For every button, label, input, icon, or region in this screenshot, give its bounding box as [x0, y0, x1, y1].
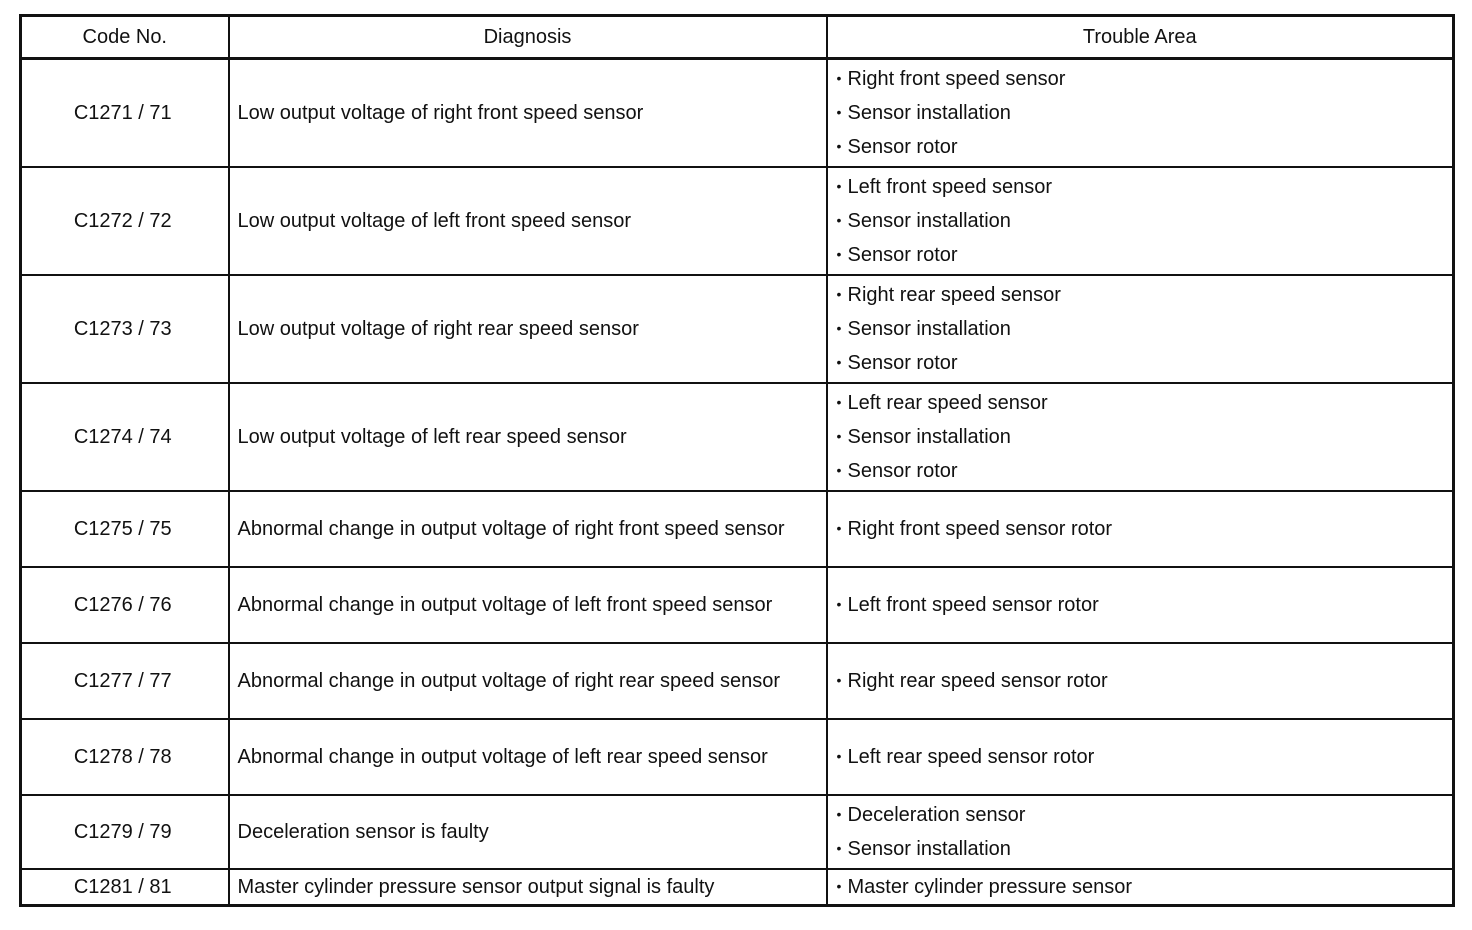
- diagnosis-cell: Low output voltage of right rear speed sensor: [229, 275, 827, 383]
- trouble-area-item: • Right front speed sensor: [837, 62, 1453, 96]
- diagnosis-cell: Master cylinder pressure sensor output signal is faulty: [229, 869, 827, 906]
- trouble-area-item: • Left rear speed sensor rotor: [837, 740, 1453, 774]
- code-cell: C1272 / 72: [21, 167, 229, 275]
- trouble-area-list: [837, 798, 1453, 866]
- trouble-area-cell: [827, 383, 1454, 491]
- diagnosis-cell: Low output voltage of left front speed sensor: [229, 167, 827, 275]
- trouble-area-item: • Deceleration sensor: [837, 798, 1453, 832]
- trouble-area-item: • Sensor installation: [837, 96, 1453, 130]
- trouble-area-item: • Right rear speed sensor rotor: [837, 664, 1453, 698]
- header-trouble-area: Trouble Area: [827, 16, 1454, 59]
- table-row: [21, 59, 1454, 168]
- code-cell: C1274 / 74: [21, 383, 229, 491]
- trouble-area-item: • Sensor installation: [837, 420, 1453, 454]
- trouble-area-cell: [827, 167, 1454, 275]
- trouble-area-list: [837, 62, 1453, 164]
- table-row: [21, 491, 1454, 567]
- trouble-area-list: [837, 588, 1453, 622]
- trouble-area-item: • Left front speed sensor rotor: [837, 588, 1453, 622]
- trouble-area-item: • Left front speed sensor: [837, 170, 1453, 204]
- trouble-area-list: [837, 170, 1453, 272]
- code-cell: C1277 / 77: [21, 643, 229, 719]
- table-row: [21, 383, 1454, 491]
- table-body: [21, 59, 1454, 906]
- table-row: [21, 719, 1454, 795]
- table-row: [21, 869, 1454, 906]
- header-row: [21, 16, 1454, 59]
- trouble-area-cell: [827, 869, 1454, 906]
- table-row: [21, 643, 1454, 719]
- trouble-area-list: [837, 512, 1453, 546]
- trouble-area-item: • Sensor installation: [837, 832, 1453, 866]
- trouble-area-item: • Right rear speed sensor: [837, 278, 1453, 312]
- trouble-area-item: • Left rear speed sensor: [837, 386, 1453, 420]
- trouble-area-cell: [827, 275, 1454, 383]
- trouble-area-cell: [827, 795, 1454, 869]
- diagnosis-cell: Abnormal change in output voltage of left front speed sensor: [229, 567, 827, 643]
- trouble-area-list: [837, 740, 1453, 774]
- diagnosis-cell: Abnormal change in output voltage of right rear speed sensor: [229, 643, 827, 719]
- diagnosis-cell: Deceleration sensor is faulty: [229, 795, 827, 869]
- code-cell: C1275 / 75: [21, 491, 229, 567]
- code-cell: C1271 / 71: [21, 59, 229, 168]
- header-diagnosis: Diagnosis: [229, 16, 827, 59]
- header-code-no: Code No.: [21, 16, 229, 59]
- code-cell: C1281 / 81: [21, 869, 229, 906]
- code-cell: C1278 / 78: [21, 719, 229, 795]
- trouble-area-cell: [827, 59, 1454, 168]
- trouble-area-list: [837, 278, 1453, 380]
- trouble-area-cell: [827, 643, 1454, 719]
- trouble-area-list: [837, 386, 1453, 488]
- table-row: [21, 275, 1454, 383]
- code-cell: C1279 / 79: [21, 795, 229, 869]
- diagnosis-cell: Low output voltage of left rear speed sensor: [229, 383, 827, 491]
- trouble-area-item: • Sensor rotor: [837, 238, 1453, 272]
- trouble-area-cell: [827, 719, 1454, 795]
- table-header: [21, 16, 1454, 59]
- trouble-area-item: • Sensor rotor: [837, 454, 1453, 488]
- table-row: [21, 167, 1454, 275]
- trouble-area-item: • Sensor installation: [837, 312, 1453, 346]
- trouble-area-item: • Sensor installation: [837, 204, 1453, 238]
- trouble-area-item: • Sensor rotor: [837, 130, 1453, 164]
- table-row: [21, 795, 1454, 869]
- code-cell: C1273 / 73: [21, 275, 229, 383]
- trouble-area-cell: [827, 491, 1454, 567]
- trouble-area-item: • Master cylinder pressure sensor: [837, 870, 1453, 904]
- trouble-area-list: [837, 870, 1453, 904]
- table-row: [21, 567, 1454, 643]
- trouble-area-list: [837, 664, 1453, 698]
- code-cell: C1276 / 76: [21, 567, 229, 643]
- trouble-area-cell: [827, 567, 1454, 643]
- diagnostic-code-table: [19, 14, 1455, 907]
- diagnosis-cell: Abnormal change in output voltage of right front speed sensor: [229, 491, 827, 567]
- diagnosis-cell: Abnormal change in output voltage of left rear speed sensor: [229, 719, 827, 795]
- trouble-area-item: • Sensor rotor: [837, 346, 1453, 380]
- diagnosis-cell: Low output voltage of right front speed sensor: [229, 59, 827, 168]
- trouble-area-item: • Right front speed sensor rotor: [837, 512, 1453, 546]
